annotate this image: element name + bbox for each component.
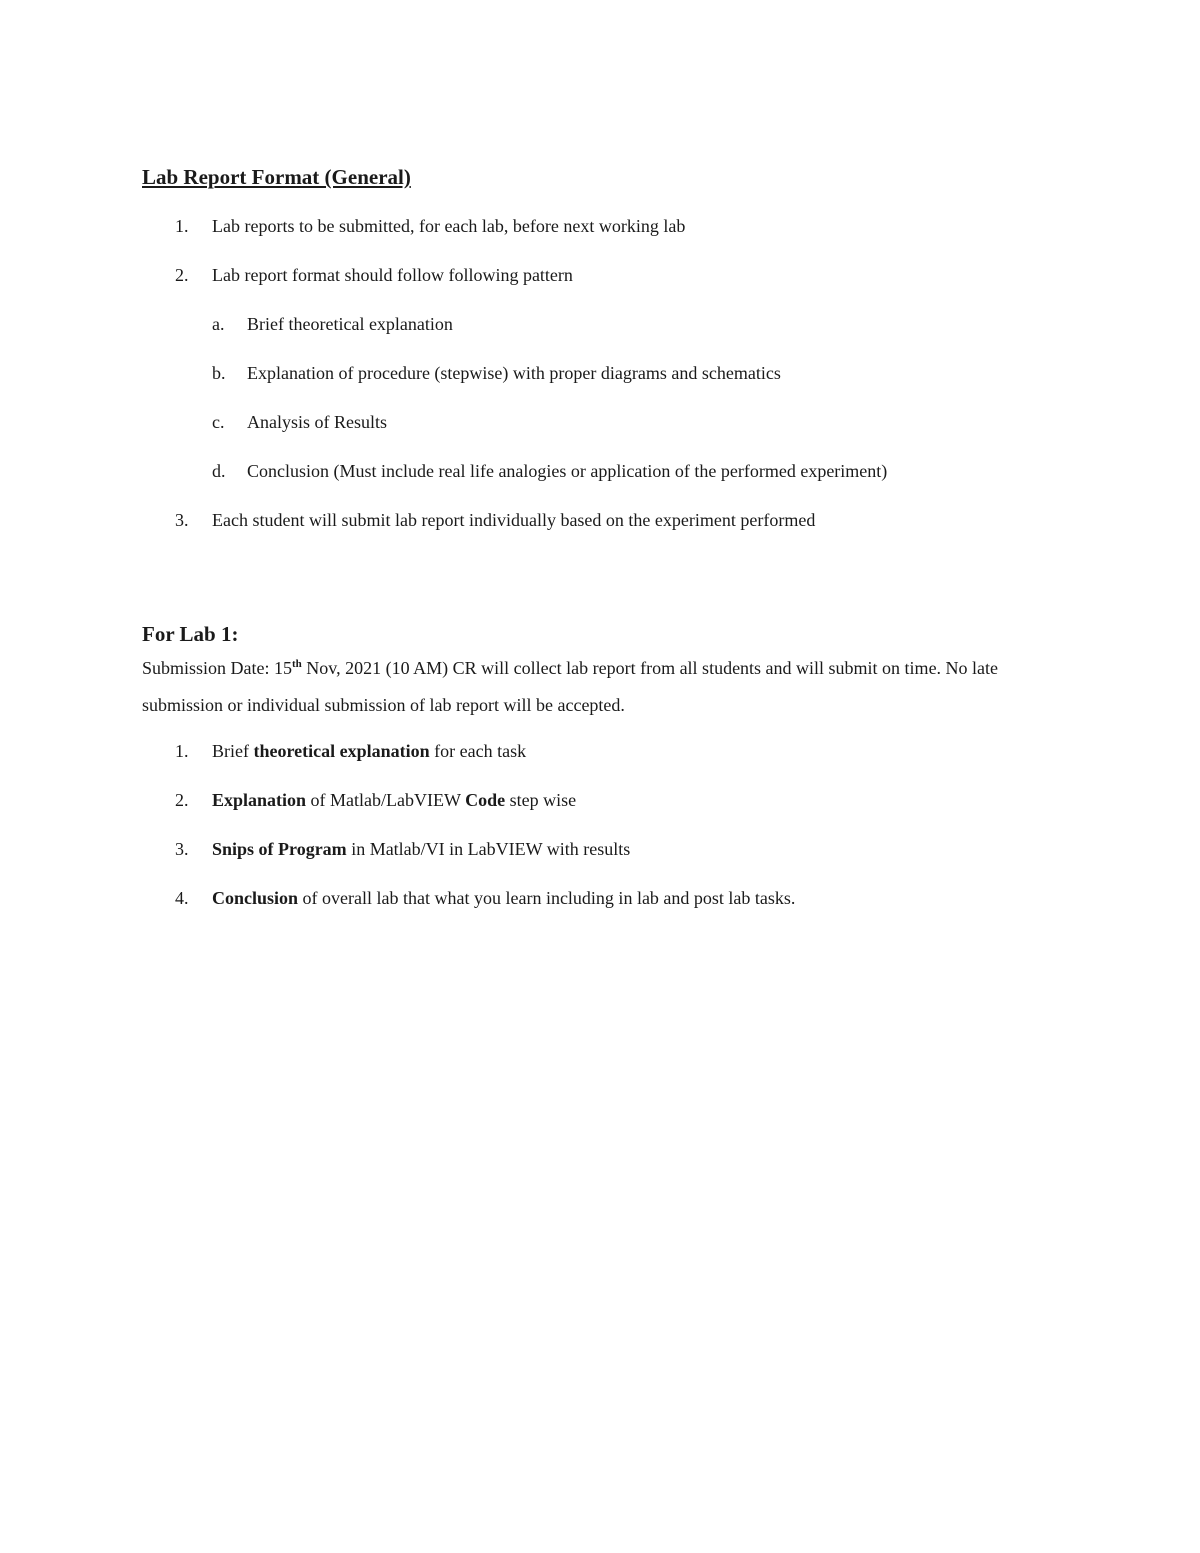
submission-suffix: Nov, 2021 (10 AM) CR will collect lab report from all students and will submit on time. No late submission or individual submission of lab report will be accepted. bbox=[142, 658, 999, 715]
general-item-1 bbox=[142, 213, 1062, 239]
list-marker: 1. bbox=[175, 741, 189, 761]
document-content bbox=[142, 160, 1062, 911]
list-item-text: Each student will submit lab report individually based on the experiment performed bbox=[212, 510, 816, 530]
list-item-text bbox=[142, 787, 1062, 813]
list-marker: d. bbox=[212, 461, 226, 481]
list-marker: 2. bbox=[175, 790, 189, 810]
date-ordinal-suffix: th bbox=[292, 658, 302, 670]
lab1-heading: For Lab 1: bbox=[142, 622, 239, 646]
sub-item-c bbox=[142, 409, 1062, 435]
list-item-text: Lab report format should follow following pattern bbox=[212, 265, 573, 285]
general-list bbox=[142, 213, 1062, 533]
list-item-text: Analysis of Results bbox=[247, 412, 388, 432]
general-item-2 bbox=[142, 262, 1062, 484]
general-heading: Lab Report Format (General) bbox=[142, 165, 411, 189]
format-sublist bbox=[142, 311, 1062, 484]
list-item-text: Brief theoretical explanation bbox=[247, 314, 453, 334]
sub-item-d bbox=[142, 458, 1062, 484]
general-item-3 bbox=[142, 507, 1062, 533]
list-marker: c. bbox=[212, 412, 225, 432]
list-item-text bbox=[142, 885, 1062, 911]
sub-item-b bbox=[142, 360, 1062, 386]
list-marker: a. bbox=[212, 314, 225, 334]
list-marker: 1. bbox=[175, 216, 189, 236]
lab1-item-1 bbox=[142, 738, 1062, 764]
lab1-item-4 bbox=[142, 885, 1062, 911]
list-item-text: Explanation of procedure (stepwise) with proper diagrams and schematics bbox=[247, 363, 781, 383]
list-marker: 2. bbox=[175, 265, 189, 285]
text-run: of overall lab that what you learn including in lab and post lab tasks. bbox=[298, 888, 796, 908]
text-run: for each task bbox=[429, 741, 527, 761]
lab1-list bbox=[142, 738, 1062, 911]
list-item-text bbox=[142, 738, 1062, 764]
list-item-text: Conclusion (Must include real life analogies or application of the performed experiment) bbox=[247, 461, 888, 481]
submission-paragraph bbox=[142, 650, 1062, 724]
list-marker: 3. bbox=[175, 839, 189, 859]
list-marker: b. bbox=[212, 363, 226, 383]
bold-run: Snips of Program bbox=[212, 839, 347, 859]
text-run: in Matlab/VI in LabVIEW with results bbox=[346, 839, 631, 859]
list-marker: 3. bbox=[175, 510, 189, 530]
sub-item-a bbox=[142, 311, 1062, 337]
text-run: Brief bbox=[212, 741, 254, 761]
bold-run: theoretical explanation bbox=[253, 741, 430, 761]
bold-run: Code bbox=[465, 790, 506, 810]
list-item-text: Lab reports to be submitted, for each lab, before next working lab bbox=[212, 216, 686, 236]
text-run: step wise bbox=[505, 790, 577, 810]
bold-run: Conclusion bbox=[212, 888, 299, 908]
list-marker: 4. bbox=[175, 888, 189, 908]
bold-run: Explanation bbox=[212, 790, 307, 810]
lab1-item-2 bbox=[142, 787, 1062, 813]
text-run: of Matlab/LabVIEW bbox=[306, 790, 466, 810]
submission-prefix: Submission Date: 15 bbox=[142, 658, 293, 678]
list-item-text bbox=[142, 836, 1062, 862]
lab1-item-3 bbox=[142, 836, 1062, 862]
